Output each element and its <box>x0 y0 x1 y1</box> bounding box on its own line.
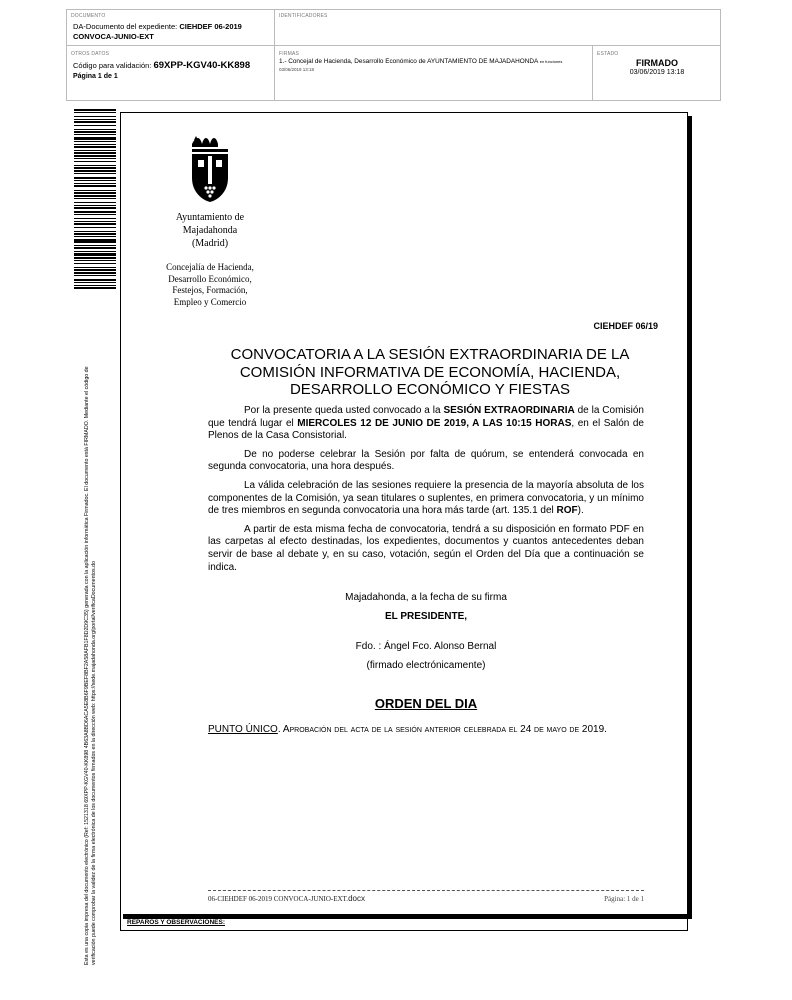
codigo-validacion <box>73 60 250 71</box>
p1-session-type: SESIÓN EXTRAORDINARIA <box>443 405 575 416</box>
reparos-label: REPAROS Y OBSERVACIONES: <box>127 919 226 926</box>
estado-date: 03/06/2019 13:18 <box>629 69 685 76</box>
firma-text: 1.- Concejal de Hacienda, Desarrollo Económico de AYUNTAMIENTO DE MAJADAHONDA <box>279 58 538 65</box>
p1-text: Por la presente queda usted convocado a la <box>244 405 444 416</box>
side-text-line1: Esta es una copia impresa del documento electrónico (Ref: 1521318 69XPP-KGV40-KK898 4B63A8BD6ACA5E8B6F9BEF8BF2A58AFB1F8D2D9C35) generada con la aplicación informática Firmadoc. El documento está FIRMADO. Mediante el código de <box>84 366 90 965</box>
paragraph-quorum: De no poderse celebrar la Sesión por falta de quórum, se entenderá convocada en segunda convocatoria, una hora después. <box>208 448 644 473</box>
p3-text: La válida celebración de las sesiones requiere la presencia de la mayoría absoluta de los componentes de la Comisión, ya sean titulares o suplentes, en primera convocatoria, y un mínimo de tres miembros en segunda convocatoria una hora más tarde (art. 135.1 del <box>208 479 644 517</box>
p3-rof: ROF <box>556 505 578 517</box>
place-date: Majadahonda, a la fecha de su firma <box>345 592 507 603</box>
org-name <box>150 211 270 250</box>
documento-line <box>73 22 242 31</box>
barcode <box>74 109 116 292</box>
body-text <box>208 405 644 574</box>
barcode-bar <box>74 289 116 292</box>
header-divider <box>274 9 275 101</box>
p1-date-time: MIERCOLES 12 DE JUNIO DE 2019, A LAS 10:15 HORAS <box>297 417 572 429</box>
otros-datos-label: OTROS DATOS <box>71 51 110 57</box>
agenda-item-label: PUNTO ÚNICO <box>208 724 278 735</box>
agenda-item-text: . Aprobación del acta de la sesión anterior celebrada el 24 de mayo de 2019. <box>277 724 607 735</box>
pagina-info: Página 1 de 1 <box>73 73 118 80</box>
p1-text: de la Comisión que tendrá lugar el <box>208 405 644 429</box>
signed-note: (firmado electrónicamente) <box>366 660 486 671</box>
org-line1: Ayuntamiento de <box>175 212 245 223</box>
documento-line2: CONVOCA-JUNIO-EXT <box>73 32 154 41</box>
frame-shadow <box>688 116 692 919</box>
dept-line3: Festejos, Formación, <box>172 285 248 295</box>
firmas-label: FIRMAS <box>279 51 300 57</box>
p3-text: ). <box>577 505 584 517</box>
paragraph-convocation <box>208 405 644 443</box>
estado-value: FIRMADO <box>636 58 678 68</box>
firma-line <box>279 58 562 65</box>
documento-label: DOCUMENTO <box>71 13 106 19</box>
estado-label: ESTADO <box>597 51 619 57</box>
documento-prefix: DA-Documento del expediente: <box>73 22 180 31</box>
document-reference: CIEHDEF 06/19 <box>593 321 658 331</box>
footer-ext: docx <box>348 894 365 903</box>
firma-suffix: en funciones <box>539 59 563 64</box>
title-line2: COMISIÓN INFORMATIVA DE ECONOMÍA, HACIENDA, <box>239 363 621 381</box>
dept-line2: Desarrollo Económico, <box>168 273 252 284</box>
document-title <box>200 346 660 399</box>
orden-del-dia-title: ORDEN DEL DIA <box>374 696 478 711</box>
org-line3: (Madrid) <box>191 238 229 249</box>
title-line1: CONVOCATORIA A LA SESIÓN EXTRAORDINARIA DE LA <box>230 346 630 363</box>
dept-line1: Concejalía de Hacienda, <box>166 262 254 272</box>
department-name <box>145 262 275 308</box>
footer-filename <box>208 894 365 903</box>
footer-divider <box>208 890 644 891</box>
title-line3: DESARROLLO ECONÓMICO Y FIESTAS <box>289 381 571 399</box>
p1-text: , en el Salón de Plenos de la Casa Consistorial. <box>208 417 644 442</box>
org-line2: Majadahonda <box>182 225 238 236</box>
codigo-prefix: Código para validación: <box>73 61 154 70</box>
identificadores-label: IDENTIFICADORES <box>279 13 328 19</box>
footer-page: Página: 1 de 1 <box>604 895 644 903</box>
firma-date: 03/06/2019 13:18 <box>279 67 315 72</box>
side-verification-text <box>84 301 98 965</box>
signed-by: Fdo. : Ángel Fco. Alonso Bernal <box>355 641 497 652</box>
side-text-line2: verificación puede comprobar la validez de la firma electrónica de los documentos firmados en la dirección web: https://sede.majadahonda.org/portal/verificaDocumentos.do <box>91 561 97 965</box>
agenda-item <box>208 723 644 736</box>
president-label: EL PRESIDENTE, <box>384 611 468 622</box>
paragraph-validity <box>208 480 644 518</box>
footer-file: 06-CIEHDEF 06-2019 CONVOCA-JUNIO-EXT. <box>208 895 349 903</box>
header-divider <box>66 45 721 46</box>
documento-value: CIEHDEF 06-2019 <box>179 22 242 31</box>
codigo-value: 69XPP-KGV40-KK898 <box>153 60 251 71</box>
dept-line4: Empleo y Comercio <box>173 296 247 307</box>
paragraph-documents: A partir de esta misma fecha de convocatoria, tendrá a su disposición en formato PDF en las carpetas al efecto destinadas, los expedientes, documentos y cuantos antecedentes deban servir de base al debate y, en su caso, votación, según el Orden del Día que a continuación se indica. <box>208 523 644 573</box>
coat-of-arms-icon <box>186 132 234 204</box>
